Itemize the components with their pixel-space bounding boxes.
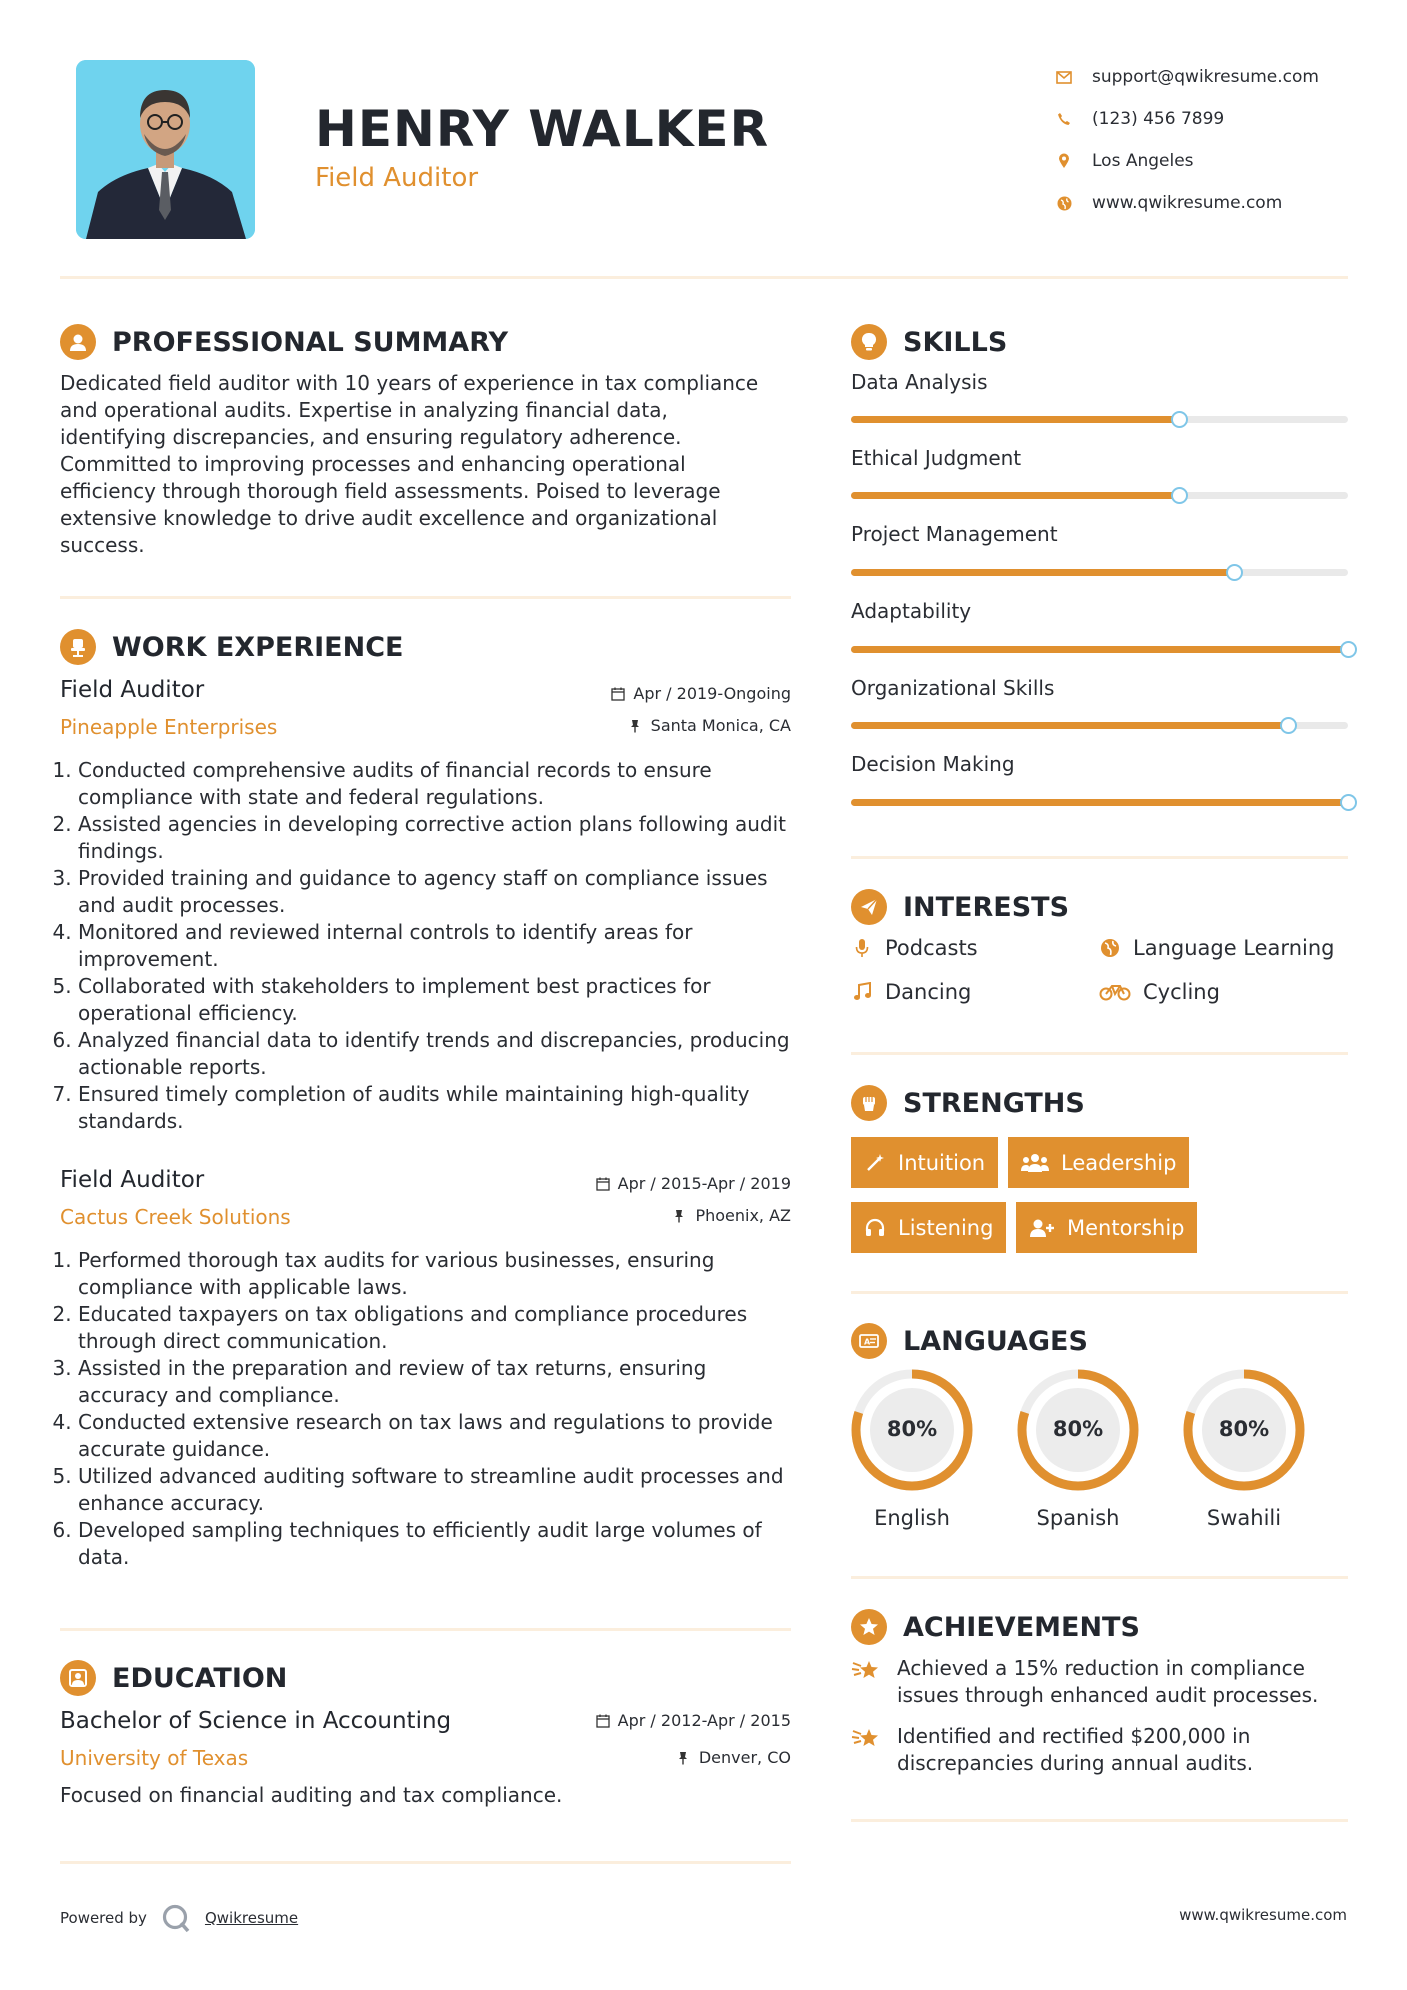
location-text: Los Angeles	[1092, 151, 1194, 171]
group-icon	[1021, 1152, 1049, 1174]
skill-bar	[851, 646, 1348, 653]
education-degree: Bachelor of Science in Accounting	[60, 1708, 452, 1734]
contact-website[interactable]	[1056, 182, 1319, 224]
language-percent-spanish: 80%	[1052, 1417, 1104, 1441]
education-description: Focused on financial auditing and tax compliance.	[60, 1783, 563, 1807]
language-name-english: English	[874, 1506, 950, 1530]
skill-slider-knob[interactable]	[1171, 487, 1188, 504]
list-item: 1. Conducted comprehensive audits of financial records to ensure compliance with state and federal regulations.	[78, 757, 800, 811]
achievement-item: Achieved a 15% reduction in compliance issues through enhanced audit processes.	[851, 1655, 1318, 1709]
candidate-name: HENRY WALKER	[315, 100, 770, 158]
skill-bar	[851, 799, 1348, 806]
skills-divider	[851, 856, 1348, 859]
achievements-divider	[851, 1819, 1348, 1822]
pushpin-icon	[673, 1209, 687, 1223]
list-item: 2. Educated taxpayers on tax obligations and compliance procedures through direct communication.	[78, 1301, 800, 1355]
user-plus-icon	[1029, 1217, 1055, 1239]
lightbulb-icon	[851, 324, 887, 360]
summary-divider	[60, 596, 791, 599]
skill-slider-knob[interactable]	[1226, 564, 1243, 581]
list-item: 6. Developed sampling techniques to efficiently audit large volumes of data.	[78, 1517, 800, 1571]
list-item: 1. Performed thorough tax audits for various businesses, ensuring compliance with applicable laws.	[78, 1247, 800, 1301]
user-icon	[60, 324, 96, 360]
experience-heading: WORK EXPERIENCE	[60, 629, 403, 665]
language-percent-swahili: 80%	[1218, 1417, 1270, 1441]
interest-language-learning: Language Learning	[1099, 936, 1334, 960]
skill-name: Organizational Skills	[851, 676, 1055, 700]
skill-name: Ethical Judgment	[851, 446, 1022, 470]
skill-bar	[851, 492, 1348, 499]
list-item: 2. Assisted agencies in developing corrective action plans following audit findings.	[78, 811, 800, 865]
achievement-item: Identified and rectified $200,000 in discrepancies during annual audits.	[851, 1723, 1253, 1777]
microphone-icon	[851, 937, 873, 959]
job-1-title: Field Auditor	[60, 677, 205, 703]
magic-wand-icon	[864, 1152, 886, 1174]
achievements-heading: ACHIEVEMENTS	[851, 1609, 1140, 1645]
map-pin-icon	[1056, 153, 1072, 169]
experience-divider	[60, 1628, 791, 1631]
svg-text:A: A	[864, 1337, 871, 1347]
briefcase-chair-icon	[60, 629, 96, 665]
contact-location	[1056, 140, 1319, 182]
job-1-bullets	[60, 757, 800, 1135]
interest-podcasts: Podcasts	[851, 936, 978, 960]
envelope-icon	[1056, 69, 1072, 85]
job-1-place: Santa Monica, CA	[500, 716, 791, 735]
job-2-bullets	[60, 1247, 800, 1571]
bicycle-icon	[1099, 981, 1131, 1003]
education-heading: EDUCATION	[60, 1660, 287, 1696]
skill-slider-knob[interactable]	[1340, 641, 1357, 658]
calendar-icon	[596, 1714, 610, 1728]
strength-tag-mentorship: Mentorship	[1016, 1202, 1197, 1253]
profile-photo	[76, 60, 255, 239]
strength-tag-listening: Listening	[851, 1202, 1006, 1253]
email-text: support@qwikresume.com	[1092, 67, 1319, 87]
job-1-company: Pineapple Enterprises	[60, 715, 278, 739]
candidate-role: Field Auditor	[315, 163, 479, 193]
skill-bar	[851, 416, 1348, 423]
pushpin-icon	[629, 719, 643, 733]
language-card-icon	[851, 1323, 887, 1359]
skill-name: Project Management	[851, 522, 1058, 546]
job-2-company: Cactus Creek Solutions	[60, 1205, 291, 1229]
phone-text: (123) 456 7899	[1092, 109, 1225, 129]
interests-heading: INTERESTS	[851, 889, 1069, 925]
contact-phone[interactable]	[1056, 98, 1319, 140]
header-divider	[60, 276, 1348, 279]
skills-heading: SKILLS	[851, 324, 1007, 360]
strengths-heading: STRENGTHS	[851, 1085, 1085, 1121]
languages-divider	[851, 1576, 1348, 1579]
job-2-title: Field Auditor	[60, 1167, 205, 1193]
language-name-swahili: Swahili	[1206, 1506, 1282, 1530]
interests-divider	[851, 1052, 1348, 1055]
list-item: 5. Collaborated with stakeholders to implement best practices for operational efficiency.	[78, 973, 800, 1027]
strengths-divider	[851, 1291, 1348, 1294]
paper-plane-icon	[851, 889, 887, 925]
skill-slider-knob[interactable]	[1280, 717, 1297, 734]
list-item: 7. Ensured timely completion of audits while maintaining high-quality standards.	[78, 1081, 800, 1135]
skill-name: Decision Making	[851, 752, 1015, 776]
footer-website[interactable]: www.qwikresume.com	[1179, 1906, 1347, 1924]
strength-tag-leadership: Leadership	[1008, 1137, 1189, 1188]
skill-bar	[851, 722, 1348, 729]
qwikresume-logo-icon	[161, 1903, 191, 1933]
job-1-date: Apr / 2019-Ongoing	[500, 684, 791, 703]
strength-tag-intuition: Intuition	[851, 1137, 998, 1188]
star-badge-icon	[851, 1609, 887, 1645]
contact-block	[1056, 56, 1319, 224]
list-item: 5. Utilized advanced auditing software to streamline audit processes and enhance accuracy.	[78, 1463, 800, 1517]
list-item: 4. Monitored and reviewed internal controls to identify areas for improvement.	[78, 919, 800, 973]
fist-icon	[851, 1085, 887, 1121]
summary-heading: PROFESSIONAL SUMMARY	[60, 324, 508, 360]
education-divider	[60, 1861, 791, 1864]
calendar-icon	[596, 1177, 610, 1191]
language-name-spanish: Spanish	[1036, 1506, 1120, 1530]
interest-dancing: Dancing	[851, 980, 971, 1004]
contact-email[interactable]	[1056, 56, 1319, 98]
language-percent-english: 80%	[886, 1417, 938, 1441]
website-text: www.qwikresume.com	[1092, 193, 1283, 213]
education-school: University of Texas	[60, 1746, 249, 1770]
education-date: Apr / 2012-Apr / 2015	[500, 1711, 791, 1730]
globe-icon	[1099, 937, 1121, 959]
interest-cycling: Cycling	[1099, 980, 1220, 1004]
list-item: 4. Conducted extensive research on tax laws and regulations to provide accurate guidance.	[78, 1409, 800, 1463]
shooting-star-icon	[851, 1655, 881, 1685]
pushpin-icon	[677, 1751, 691, 1765]
list-item: 6. Analyzed financial data to identify trends and discrepancies, producing actionable reports.	[78, 1027, 800, 1081]
job-2-place: Phoenix, AZ	[500, 1206, 791, 1225]
headphones-icon	[864, 1217, 886, 1239]
shooting-star-icon	[851, 1723, 881, 1753]
summary-text: Dedicated field auditor with 10 years of experience in tax compliance and operational audits. Expertise in analyzing financial data, identifying discrepancies, and ensuring regulatory adherence. Committed to improving processes and enhancing operational efficiency through thorough field assessments. Poised to leverage extensive knowledge to drive audit excellence and organizational success.	[60, 371, 759, 557]
graduate-icon	[60, 1660, 96, 1696]
skill-name: Adaptability	[851, 599, 972, 623]
job-2-date: Apr / 2015-Apr / 2019	[500, 1174, 791, 1193]
skill-name: Data Analysis	[851, 370, 988, 394]
calendar-icon	[611, 687, 625, 701]
skill-slider-knob[interactable]	[1340, 794, 1357, 811]
list-item: 3. Assisted in the preparation and review of tax returns, ensuring accuracy and compliance.	[78, 1355, 800, 1409]
phone-icon	[1056, 111, 1072, 127]
skill-bar	[851, 569, 1348, 576]
globe-icon	[1056, 195, 1072, 211]
list-item: 3. Provided training and guidance to agency staff on compliance issues and audit processes.	[78, 865, 800, 919]
powered-by: Powered by Qwikresume	[60, 1903, 298, 1933]
skill-slider-knob[interactable]	[1171, 411, 1188, 428]
qwikresume-link[interactable]: Qwikresume	[204, 1909, 299, 1927]
education-place: Denver, CO	[500, 1748, 791, 1767]
languages-heading: A LANGUAGES	[851, 1323, 1088, 1359]
music-note-icon	[851, 981, 873, 1003]
